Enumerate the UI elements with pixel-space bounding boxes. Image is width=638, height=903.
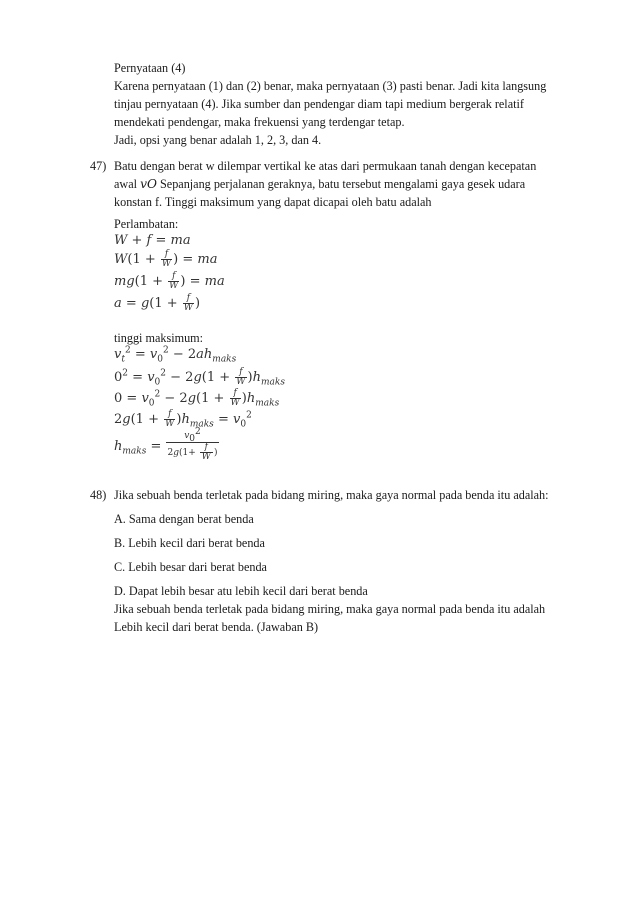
section-label-max-height: tinggi maksimum:	[114, 331, 204, 345]
equation-5: $v_t^2 = v_0^2 - 2ah_{maks}$	[114, 345, 237, 365]
question-text-fragment: awal	[114, 177, 138, 191]
statement-text-line: tinjau pernyataan (4). Jika sumber dan pendengar diam tapi medium bergerak relatif	[114, 97, 524, 111]
question-text-line	[114, 175, 525, 193]
equation-8: 2g(1 + $\frac{f}{W}$ )$h_{maks} = v_0^2$	[114, 409, 252, 430]
statement-text-line: mendekati pendengar, maka frekuensi yang terdengar tetap.	[114, 115, 405, 129]
initial-velocity-variable: vO	[140, 177, 157, 191]
statement-heading: Pernyataan (4)	[114, 61, 186, 75]
question-text-line: Jika sebuah benda terletak pada bidang miring, maka gaya normal pada benda itu adalah:	[114, 488, 549, 502]
answer-option-b: B. Lebih kecil dari berat benda	[114, 536, 265, 550]
equation-2: W(1 + $\frac{f}{W}$ ) = ma	[114, 249, 218, 269]
answer-explanation-line: Lebih kecil dari berat benda. (Jawaban B)	[114, 620, 319, 634]
question-number: 47)	[90, 159, 107, 173]
answer-option-d: D. Dapat lebih besar atu lebih kecil dari berat benda	[114, 584, 368, 598]
equation-1: W + f = ma	[114, 233, 191, 248]
question-number: 48)	[90, 488, 107, 502]
answer-option-a: A. Sama dengan berat benda	[114, 512, 254, 526]
answer-option-c: C. Lebih besar dari berat benda	[114, 560, 267, 574]
equation-7: $0 = v_0^2 - 2g(1$ + $\frac{f}{W}$ )$h_{maks}$	[114, 388, 280, 409]
equation-9: $h_{maks}$ = $v_0^2$ 2g(1+ $\frac{f}{W}$ )	[114, 427, 218, 462]
question-text-line: konstan f. Tinggi maksimum yang dapat dicapai oleh batu adalah	[114, 195, 432, 209]
question-text-fragment: Sepanjang perjalanan geraknya, batu tersebut mengalami gaya gesek udara	[160, 177, 526, 191]
statement-conclusion: Jadi, opsi yang benar adalah 1, 2, 3, dan 4.	[114, 133, 322, 147]
statement-text-line: Karena pernyataan (1) dan (2) benar, maka pernyataan (3) pasti benar. Jadi kita langsung	[114, 79, 547, 93]
equation-4: a = g(1 + $\frac{f}{W}$ )	[114, 293, 201, 313]
section-label-deceleration: Perlambatan:	[114, 217, 179, 231]
equation-3: mg(1 + $\frac{f}{W}$ ) = ma	[114, 271, 225, 291]
equation-6: $0^2 = v_0^2 - 2g(1$ + $\frac{f}{W}$ )$h_{maks}$	[114, 367, 285, 388]
question-text-line: Batu dengan berat w dilempar vertikal ke atas dari permukaan tanah dengan kecepatan	[114, 159, 537, 173]
answer-explanation-line: Jika sebuah benda terletak pada bidang miring, maka gaya normal pada benda itu adalah	[114, 602, 546, 616]
